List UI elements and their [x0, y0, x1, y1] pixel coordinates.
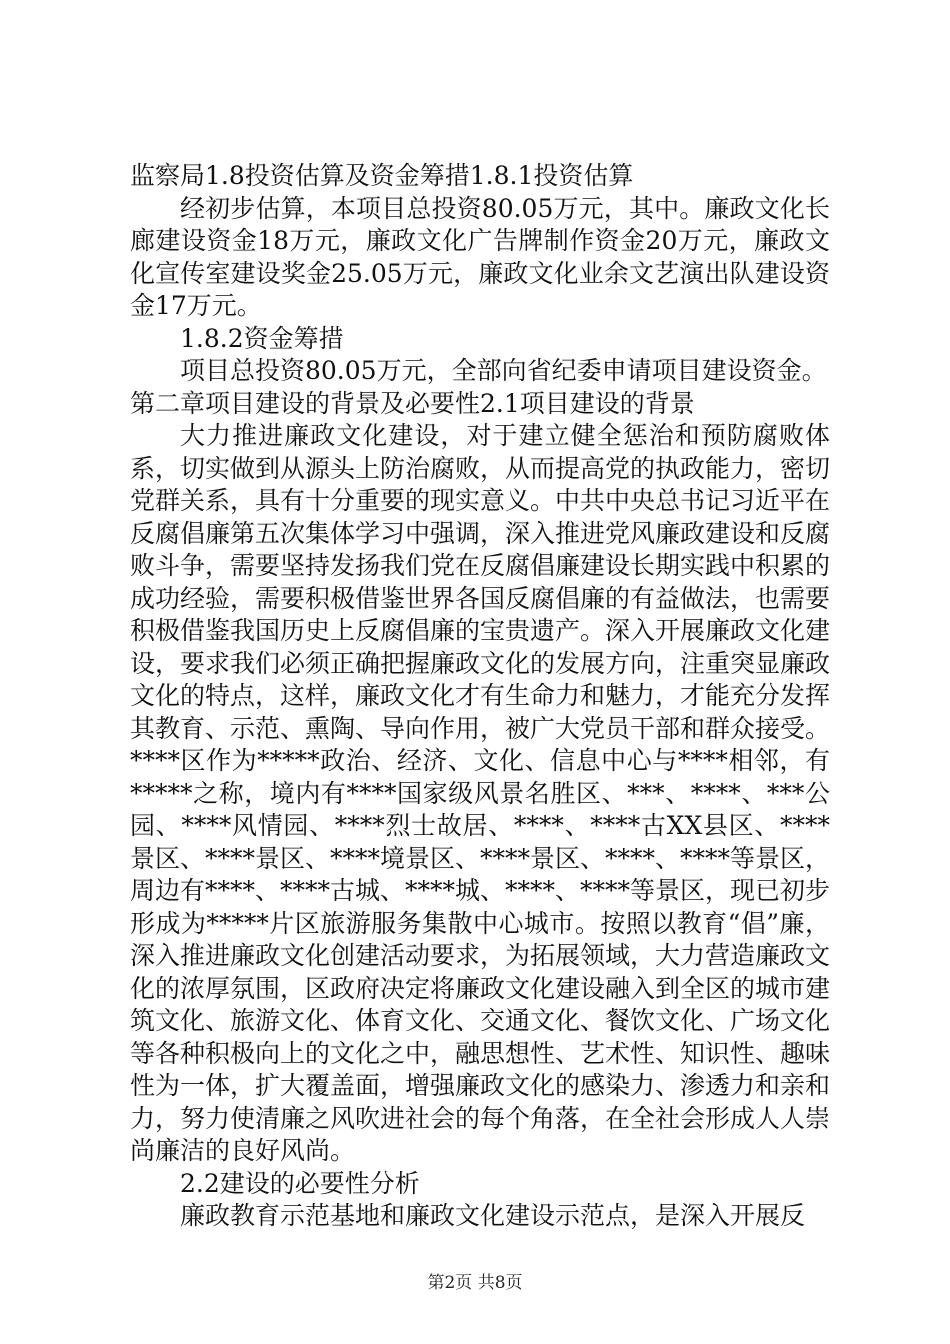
document-body [130, 160, 830, 1233]
paragraph: 廉政教育示范基地和廉政文化建设示范点，是深入开展反 [180, 1201, 806, 1230]
paragraph: 项目总投资80.05万元，全部向省纪委申请项目建设资金。 [180, 356, 827, 385]
paragraph: 监察局1.8投资估算及资金筹措1.8.1投资估算 [130, 161, 634, 190]
paragraph: 经初步估算，本项目总投资80.05万元，其中。廉政文化长廊建设资金18万元，廉政文化广告牌制作资金20万元，廉政文化宣传室建设奖金25.05万元，廉政文化业余文艺演出队建设资金17万元。 [130, 193, 830, 320]
section-heading: 1.8.2资金筹措 [180, 323, 344, 353]
page-footer: 第2页 共8页 [427, 1273, 523, 1293]
paragraph: 大力推进廉政文化建设，对于建立健全惩治和预防腐败体系，切实做到从源头上防治腐败，从而提高党的执政能力，密切党群关系，具有十分重要的现实意义。中共中央总书记习近平在反腐倡廉第五次集体学习中强调，深入推进党风廉政建设和反腐败斗争，需要坚持发扬我们党在反腐倡廉建设长期实践中积累的成功经验，需要积极借鉴世界各国反腐倡廉的有益做法，也需要积极借鉴我国历史上反腐倡廉的宝贵遗产。深入开展廉政文化建设，要求我们必须正确把握廉政文化的发展方向，注重突显廉政文化的特点，这样，廉政文化才有生命力和魅力，才能充分发挥其教育、示范、熏陶、导向作用，被广大党员干部和群众接受。****区作为*****政治、经济、文化、信息中心与****相邻，有*****之称，境内有****国家级风景名胜区、***、****、***公园、****风情园、****烈士故居、****、****古XX县区、****景区、****景区、****境景区、****景区、****、****等景区，周边有****、****古城、****城、****、****等景区，现已初步形成为*****片区旅游服务集散中心城市。按照以教育“倡”廉，深入推进廉政文化创建活动要求，为拓展领域，大力营造廉政文化的浓厚氛围，区政府决定将廉政文化建设融入到全区的城市建筑文化、旅游文化、体育文化、交通文化、餐饮文化、广场文化等各种积极向上的文化之中，融思想性、艺术性、知识性、趣味性为一体，扩大覆盖面，增强廉政文化的感染力、渗透力和亲和力，努力使清廉之风吹进社会的每个角落，在全社会形成人人崇尚廉洁的良好风尚。 [130, 421, 831, 1165]
section-heading: 2.2建设的必要性分析 [180, 1168, 420, 1198]
chapter-heading: 第二章项目建设的背景及必要性2.1项目建设的背景 [130, 388, 695, 418]
